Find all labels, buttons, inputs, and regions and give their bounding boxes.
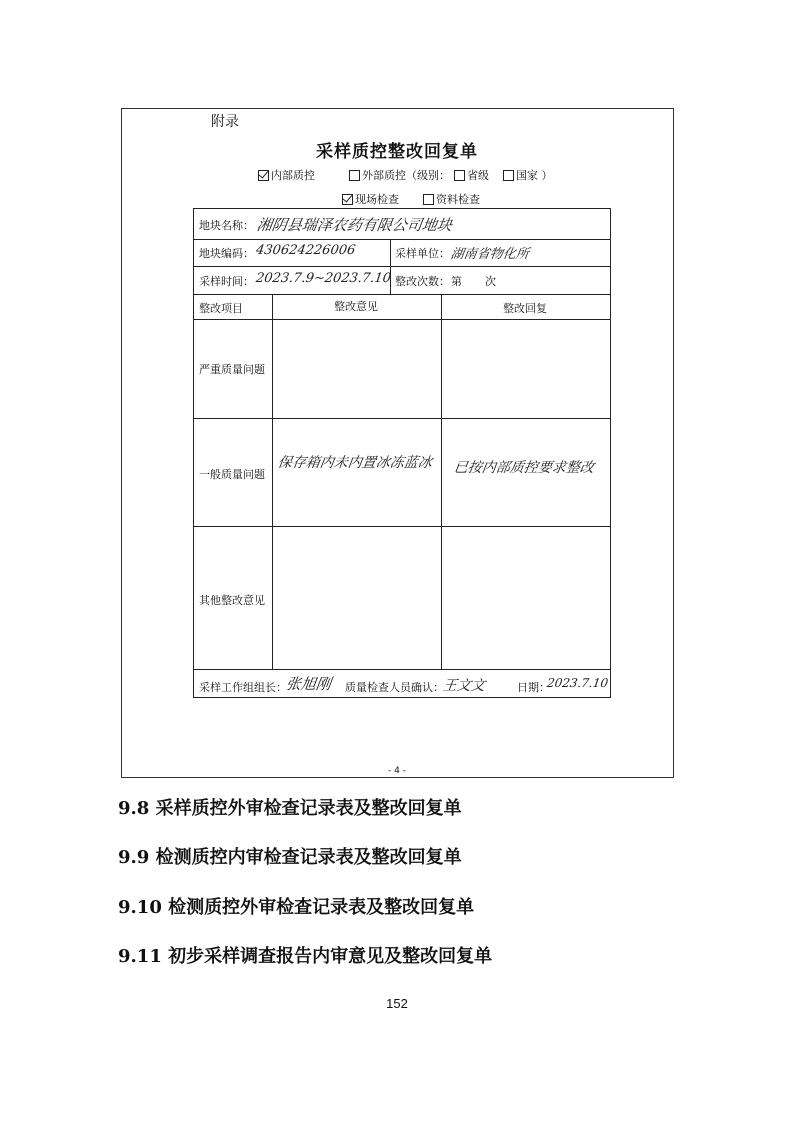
general-issue-reply: 已按内部质控要求整改 [452,460,595,476]
rectification-count-label: 整改次数： [395,275,450,288]
inspector-label: 质量检查人员确认： [345,681,444,694]
column-divider [272,294,273,669]
general-issue-opinion: 保存箱内未内置冰冻蓝冰 [276,455,433,471]
checkbox-document-inspection[interactable]: 资料检查 [423,191,480,207]
page-number: 152 [386,996,408,1011]
row-divider [194,294,610,295]
checkbox-empty-icon [423,194,434,205]
sampling-time-value: 2023.7.9~2023.7.10 [254,271,393,286]
header-rectification-item: 整改项目 [199,302,243,315]
column-divider [390,239,391,294]
checkbox-empty-icon [454,170,465,181]
checkbox-empty-icon [503,170,514,181]
checkbox-external-qc[interactable]: 外部质控（级别： [349,167,450,183]
inspection-type-row [342,191,494,207]
header-rectification-reply: 整改回复 [503,302,547,315]
plot-code-value: 430624226006 [254,243,357,258]
plot-name-label: 地块名称： [199,219,254,232]
sampling-unit-value: 湖南省物化所 [449,247,530,262]
checkbox-checked-icon [342,194,353,205]
rectification-count-suffix: 次 [485,275,496,288]
form-title: 采样质控整改回复单 [316,142,478,162]
appendix-label: 附录 [211,114,239,130]
section-heading-9-11: 9.11 初步采样调查报告内审意见及整改回复单 [118,946,493,967]
leader-signature: 张旭刚 [284,675,333,693]
sampling-unit-label: 采样单位： [395,247,450,260]
leader-label: 采样工作组组长： [199,681,287,694]
sampling-time-label: 采样时间： [199,275,254,288]
row-divider [194,239,610,240]
row-divider [194,669,610,670]
checkbox-internal-qc[interactable]: 内部质控 [258,167,315,183]
column-divider [441,294,442,669]
date-value: 2023.7.10 [546,676,610,690]
row-divider [194,266,610,267]
checkbox-checked-icon [258,170,269,181]
row-divider [194,418,610,419]
header-rectification-opinion: 整改意见 [334,300,378,313]
inner-page-marker: - 4 - [388,766,406,776]
row-divider [194,319,610,320]
date-label: 日期： [517,681,550,694]
section-heading-9-10: 9.10 检测质控外审检查记录表及整改回复单 [118,897,475,918]
row-other-opinion-label: 其他整改意见 [199,594,265,607]
row-general-issue-label: 一般质量问题 [199,468,265,481]
qc-type-row [258,167,567,183]
checkbox-provincial[interactable]: 省级 [454,167,489,183]
section-heading-9-9: 9.9 检测质控内审检查记录表及整改回复单 [118,847,462,868]
inspector-signature: 王文文 [441,678,486,694]
plot-name-value: 湘阴县瑞泽农药有限公司地块 [255,216,454,234]
row-serious-issue-label: 严重质量问题 [199,363,265,376]
rectification-form-table [193,208,611,698]
checkbox-national[interactable]: 国家 ） [503,167,553,183]
plot-code-label: 地块编码： [199,247,254,260]
section-heading-9-8: 9.8 采样质控外审检查记录表及整改回复单 [118,798,462,819]
row-divider [194,526,610,527]
checkbox-empty-icon [349,170,360,181]
rectification-count-prefix: 第 [451,275,462,288]
checkbox-onsite-inspection[interactable]: 现场检查 [342,191,399,207]
